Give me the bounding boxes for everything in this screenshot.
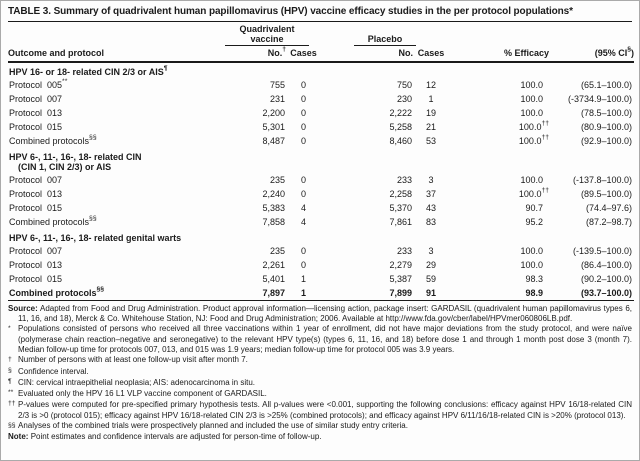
cell-outcome: Protocol 007 bbox=[9, 94, 63, 104]
cell-outcome: Protocol 013 bbox=[9, 260, 63, 270]
cell-ci: (86.4–100.0) bbox=[580, 260, 633, 270]
section-header-row bbox=[8, 229, 634, 244]
cell-vaccine-no: 235 bbox=[269, 246, 285, 256]
cell-outcome: Protocol 007 bbox=[9, 246, 63, 256]
outcome-column-header: Outcome and protocol bbox=[8, 46, 213, 62]
cell-vaccine-no: 2,200 bbox=[262, 108, 285, 118]
ci-label-close: ) bbox=[631, 48, 635, 58]
cell-vaccine-cases: 0 bbox=[301, 94, 307, 104]
cell-ci: (93.7–100.0) bbox=[580, 288, 633, 298]
row-label-sup: §§ bbox=[89, 215, 97, 222]
cell-vaccine-no: 231 bbox=[269, 94, 285, 104]
footnote-marker: Source: bbox=[8, 304, 38, 313]
footnote: § Confidence interval. bbox=[8, 366, 89, 376]
cell-placebo-cases: 1 bbox=[428, 94, 434, 104]
row-label-sup: ** bbox=[62, 78, 68, 85]
cell-ci: (-139.5–100.0) bbox=[572, 246, 633, 256]
footnote-marker: †† bbox=[8, 400, 16, 408]
table-row bbox=[8, 201, 634, 215]
cell-outcome: Combined protocols§§ bbox=[9, 215, 97, 227]
footnote-marker: ¶ bbox=[8, 378, 12, 386]
cell-outcome: Protocol 015 bbox=[9, 203, 63, 213]
cell-ci: (78.5–100.0) bbox=[580, 108, 633, 118]
cell-efficacy: 100.0 bbox=[520, 94, 544, 104]
footnote-marker: §§ bbox=[8, 421, 16, 429]
cell-efficacy: 100.0†† bbox=[518, 187, 550, 199]
table-row bbox=[8, 120, 634, 134]
efficacy-sup: †† bbox=[541, 187, 550, 194]
efficacy-sup: †† bbox=[541, 120, 550, 127]
cell-vaccine-no: 5,383 bbox=[262, 203, 285, 213]
cell-ci: (90.2–100.0) bbox=[580, 274, 633, 284]
cell-placebo-cases: 3 bbox=[428, 246, 434, 256]
cell-placebo-no: 5,370 bbox=[389, 203, 413, 213]
cell-vaccine-cases: 1 bbox=[301, 288, 307, 298]
cell-ci: (74.4–97.6) bbox=[585, 203, 633, 213]
table-row bbox=[8, 215, 634, 229]
footnote: † Number of persons with at least one follow-up visit after month 7. bbox=[8, 355, 248, 365]
section-header-row bbox=[8, 148, 634, 173]
cell-outcome: Combined protocols§§ bbox=[9, 134, 97, 146]
footnote-marker: Note: bbox=[8, 432, 29, 442]
row-label-sup: §§ bbox=[89, 134, 97, 141]
cell-placebo-cases: 19 bbox=[426, 108, 437, 118]
footnote: * Populations consisted of persons who received all three vaccinations within 1 year of enrollment, did not have major deviations from the study protocol, and were naïve (polymerase chain reaction–negative and seronegative) to the relevant HPV type(s) (types 6, 11, 16, and 18) before dose 1 and through 1 month post dose 3 (month 7). Median follow-up time for protocols 007, 013, and 015 was 1.9 years; median follow-up time for protocol 005 was 3.9 years. bbox=[8, 324, 632, 355]
cell-vaccine-no: 2,240 bbox=[262, 189, 285, 199]
cell-efficacy: 100.0 bbox=[520, 80, 544, 90]
cell-vaccine-no: 2,261 bbox=[262, 260, 285, 270]
cell-vaccine-cases: 0 bbox=[301, 175, 307, 185]
table-row bbox=[8, 78, 634, 92]
table-row bbox=[8, 286, 634, 301]
cell-placebo-cases: 91 bbox=[426, 288, 437, 298]
placebo-no-column-header: No. bbox=[321, 46, 413, 62]
cell-vaccine-cases: 0 bbox=[301, 136, 307, 146]
footnote: Source: Adapted from Food and Drug Administration. Product approval information—licensing action, package insert: GARDASIL (quadrivalent human papillomavirus types 6, 11, 16, and 18), Merck & Co. Whitehouse Station, NJ: Food and Drug Administration; 2006. Available at http://www.fda.gov/cber/label/HPVmer060806LB.pdf. bbox=[8, 304, 633, 324]
cell-vaccine-cases: 0 bbox=[301, 122, 307, 132]
cell-efficacy: 98.9 bbox=[525, 288, 544, 298]
vaccine-no-sup: † bbox=[282, 46, 286, 53]
footnote: §§ Analyses of the combined trials were prospectively planned and included the use of similar study entry criteria. bbox=[8, 421, 408, 431]
vaccine-group-label-line2: vaccine bbox=[225, 34, 309, 46]
cell-placebo-cases: 12 bbox=[426, 80, 437, 90]
cell-placebo-no: 5,258 bbox=[389, 122, 413, 132]
table-row bbox=[8, 106, 634, 120]
cell-outcome: Protocol 007 bbox=[9, 175, 63, 185]
cell-placebo-no: 233 bbox=[396, 246, 413, 256]
efficacy-sup: †† bbox=[541, 134, 550, 141]
footnote: ** Evaluated only the HPV 16 L1 VLP vaccine component of GARDASIL. bbox=[8, 388, 267, 398]
cell-ci: (-3734.9–100.0) bbox=[567, 94, 633, 104]
cell-outcome: Protocol 005** bbox=[9, 78, 68, 90]
footnotes bbox=[8, 304, 632, 442]
cell-ci: (-137.8–100.0) bbox=[572, 175, 633, 185]
column-header-row bbox=[8, 46, 634, 62]
cell-placebo-cases: 3 bbox=[428, 175, 434, 185]
section-title bbox=[8, 148, 634, 173]
section-title-line2: (CIN 1, CIN 2/3) or AIS bbox=[18, 162, 112, 172]
cell-outcome: Protocol 013 bbox=[9, 189, 63, 199]
cell-efficacy: 90.7 bbox=[525, 203, 544, 213]
efficacy-table bbox=[8, 22, 634, 301]
section-title-line1: HPV 6-, 11-, 16-, 18- related CIN bbox=[9, 152, 142, 162]
cell-vaccine-cases: 0 bbox=[301, 260, 307, 270]
cell-placebo-no: 7,899 bbox=[389, 288, 413, 298]
group-header-row-2 bbox=[8, 34, 634, 46]
cell-placebo-cases: 83 bbox=[426, 217, 437, 227]
header-spacer bbox=[449, 22, 549, 34]
cell-vaccine-no: 5,401 bbox=[262, 274, 285, 284]
ci-sup: § bbox=[627, 46, 632, 53]
cell-placebo-cases: 37 bbox=[426, 189, 437, 199]
header-spacer bbox=[549, 34, 634, 46]
cell-efficacy: 100.0†† bbox=[518, 134, 550, 146]
cell-efficacy: 100.0 bbox=[520, 260, 544, 270]
vaccine-no-label: No. bbox=[267, 48, 283, 58]
placebo-group-header bbox=[321, 34, 449, 46]
vaccine-no-column-header bbox=[213, 46, 286, 62]
section-title-sup: ¶ bbox=[163, 65, 168, 72]
table-row bbox=[8, 173, 634, 187]
footnote-marker: ** bbox=[8, 389, 14, 397]
cell-efficacy: 98.3 bbox=[525, 274, 544, 284]
cell-vaccine-no: 755 bbox=[269, 80, 285, 90]
cell-placebo-cases: 53 bbox=[426, 136, 437, 146]
table-row bbox=[8, 134, 634, 148]
row-label-sup: §§ bbox=[96, 286, 105, 293]
cell-outcome: Protocol 015 bbox=[9, 274, 63, 284]
header-spacer bbox=[8, 34, 213, 46]
cell-vaccine-cases: 0 bbox=[301, 189, 307, 199]
cell-vaccine-cases: 4 bbox=[301, 217, 307, 227]
table-row bbox=[8, 187, 634, 201]
cell-vaccine-no: 235 bbox=[269, 175, 285, 185]
footnote: Note: Point estimates and confidence intervals are adjusted for person-time of follow-up. bbox=[8, 432, 322, 442]
header-spacer bbox=[321, 22, 449, 34]
cell-ci: (65.1–100.0) bbox=[580, 80, 633, 90]
section-title bbox=[8, 229, 634, 244]
ci-label-prefix: (95% CI bbox=[594, 48, 628, 58]
cell-efficacy: 95.2 bbox=[525, 217, 544, 227]
footnote-marker: * bbox=[8, 324, 11, 332]
cell-efficacy: 100.0 bbox=[520, 175, 544, 185]
cell-placebo-no: 750 bbox=[396, 80, 413, 90]
cell-placebo-no: 5,387 bbox=[389, 274, 413, 284]
cell-ci: (89.5–100.0) bbox=[580, 189, 633, 199]
cell-ci: (80.9–100.0) bbox=[580, 122, 633, 132]
placebo-group-label: Placebo bbox=[354, 34, 416, 46]
group-header-row-1 bbox=[8, 22, 634, 34]
header-spacer bbox=[8, 22, 213, 34]
vaccine-group-header-line1 bbox=[213, 22, 321, 34]
cell-outcome: Combined protocols§§ bbox=[9, 286, 105, 298]
header-spacer bbox=[549, 22, 634, 34]
section-header-row bbox=[8, 62, 634, 78]
cell-vaccine-no: 8,487 bbox=[262, 136, 285, 146]
footnote-marker: † bbox=[8, 355, 12, 363]
cell-vaccine-cases: 0 bbox=[301, 108, 307, 118]
cell-efficacy: 100.0†† bbox=[518, 120, 550, 132]
ci-column-header bbox=[549, 46, 634, 62]
cell-outcome: Protocol 013 bbox=[9, 108, 63, 118]
cell-placebo-cases: 29 bbox=[426, 260, 437, 270]
table-title: TABLE 3. Summary of quadrivalent human papillomavirus (HPV) vaccine efficacy studies in the per protocol populations* bbox=[8, 5, 632, 22]
cell-ci: (87.2–98.7) bbox=[585, 217, 633, 227]
cell-vaccine-no: 7,858 bbox=[262, 217, 285, 227]
cell-vaccine-cases: 1 bbox=[301, 274, 307, 284]
footnote: ¶ CIN: cervical intraepithelial neoplasia; AIS: adenocarcinoma in situ. bbox=[8, 377, 256, 387]
efficacy-column-header: % Efficacy bbox=[449, 46, 549, 62]
cell-vaccine-no: 7,897 bbox=[262, 288, 285, 298]
table-body bbox=[8, 62, 634, 301]
section-title-line1: HPV 6-, 11-, 16-, 18- related genital warts bbox=[9, 233, 182, 243]
cell-efficacy: 100.0 bbox=[520, 246, 544, 256]
cell-vaccine-cases: 0 bbox=[301, 80, 307, 90]
table-row bbox=[8, 244, 634, 258]
vaccine-group-header-line2 bbox=[213, 34, 321, 46]
cell-vaccine-cases: 0 bbox=[301, 246, 307, 256]
section-title bbox=[8, 62, 634, 78]
header-spacer bbox=[449, 34, 549, 46]
placebo-cases-column-header: Cases bbox=[413, 46, 449, 62]
cell-placebo-cases: 43 bbox=[426, 203, 437, 213]
cell-placebo-no: 7,861 bbox=[389, 217, 413, 227]
cell-placebo-no: 230 bbox=[396, 94, 413, 104]
table-header bbox=[8, 22, 634, 62]
cell-efficacy: 100.0 bbox=[520, 108, 544, 118]
cell-placebo-no: 233 bbox=[396, 175, 413, 185]
cell-placebo-no: 2,222 bbox=[389, 108, 413, 118]
table-row bbox=[8, 92, 634, 106]
section-title-line1: HPV 16- or 18- related CIN 2/3 or AIS¶ bbox=[9, 65, 168, 77]
cell-placebo-no: 2,258 bbox=[389, 189, 413, 199]
table-row bbox=[8, 272, 634, 286]
footnote: †† P-values were computed for pre-specified primary hypothesis tests. All p-values were <0.001, supporting the following conclusions: efficacy against HPV 16/18-related CIN 2/3 is >0 (protocol 015); efficacy against HPV 16/18-related CIN 2/3 is >25% (combined protocols); and efficacy against HPV 6/11/16/18-related CIN is >20% (protocol 013). bbox=[8, 399, 632, 420]
footnote-marker: § bbox=[8, 367, 12, 375]
table-row bbox=[8, 258, 634, 272]
cell-placebo-cases: 21 bbox=[426, 122, 437, 132]
cell-vaccine-no: 5,301 bbox=[262, 122, 285, 132]
vaccine-group-label-line1: Quadrivalent bbox=[239, 24, 295, 34]
cell-outcome: Protocol 015 bbox=[9, 122, 63, 132]
cell-ci: (92.9–100.0) bbox=[580, 136, 633, 146]
cell-placebo-no: 8,460 bbox=[389, 136, 413, 146]
cell-placebo-no: 2,279 bbox=[389, 260, 413, 270]
vaccine-cases-column-header: Cases bbox=[286, 46, 321, 62]
cell-vaccine-cases: 4 bbox=[301, 203, 307, 213]
cell-placebo-cases: 59 bbox=[426, 274, 437, 284]
